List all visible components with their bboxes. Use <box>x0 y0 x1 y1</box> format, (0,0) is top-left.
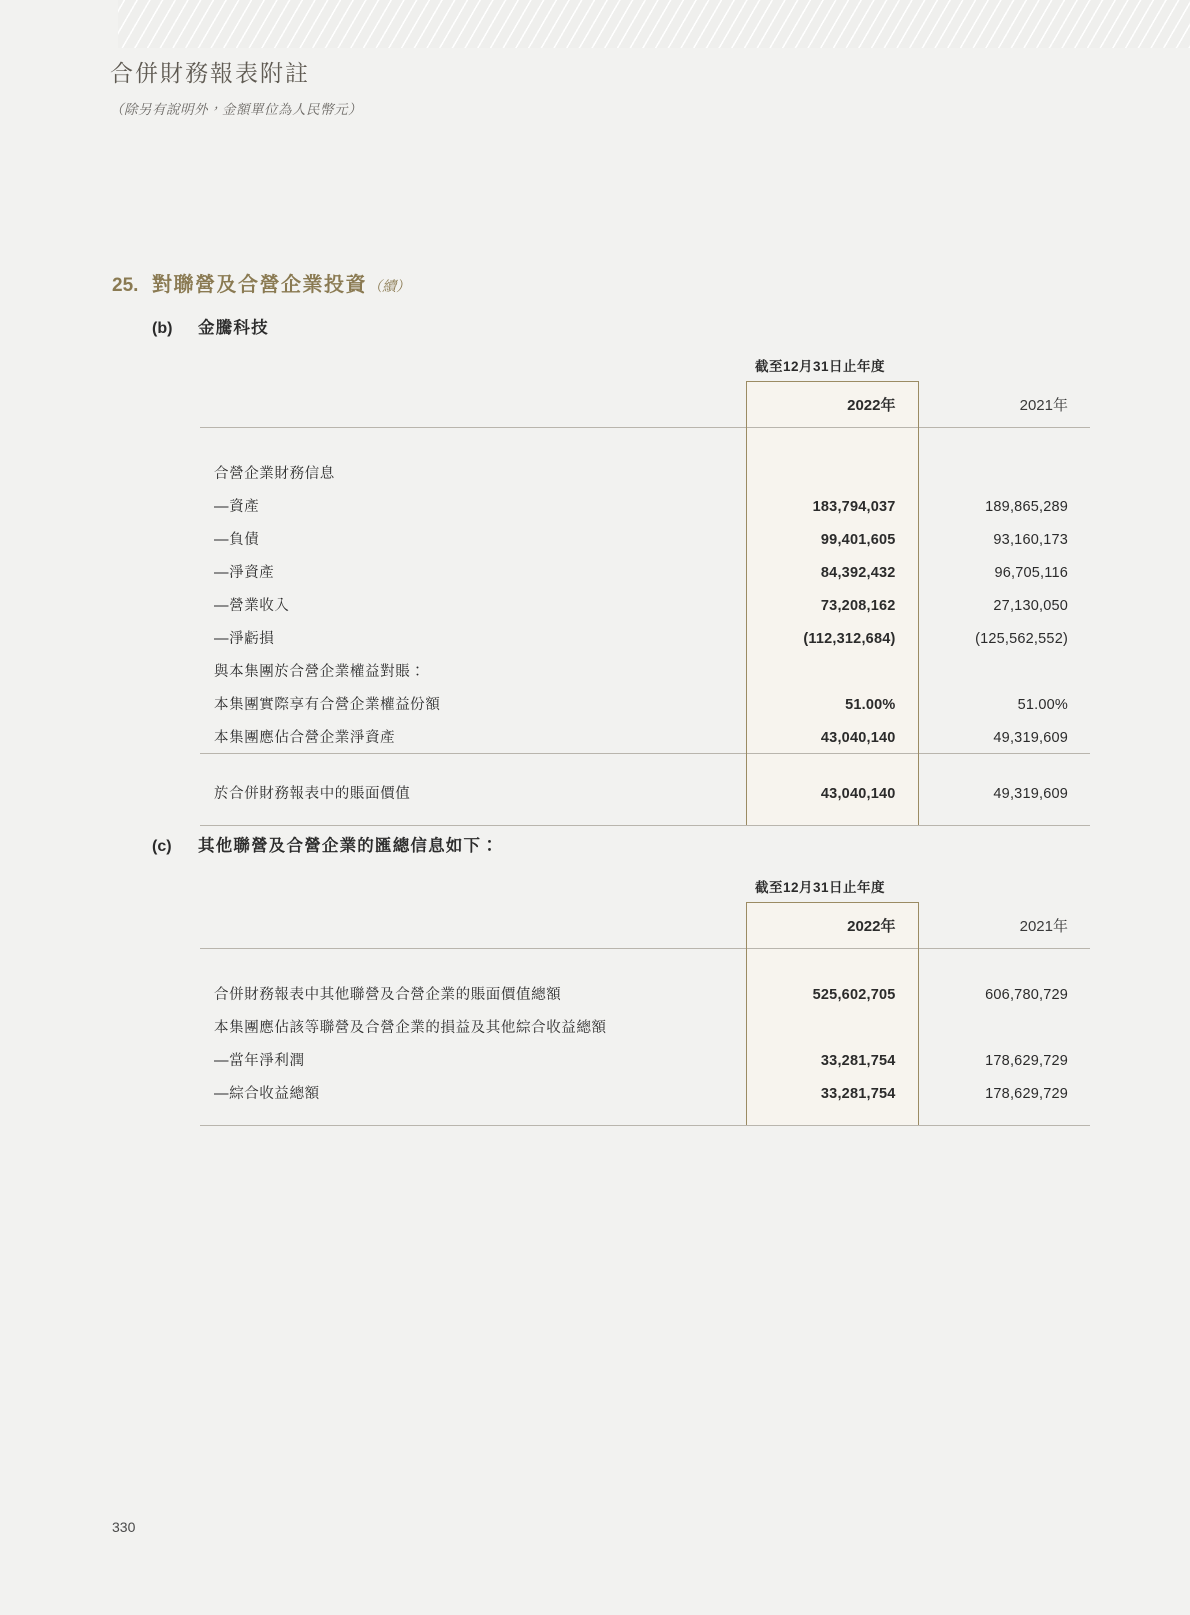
row-value-2022: 73,208,162 <box>746 588 918 621</box>
row-value-2022: 33,281,754 <box>746 1043 918 1076</box>
row-value-2022: 99,401,605 <box>746 522 918 555</box>
section-continued-marker: （續） <box>368 278 410 294</box>
row-value-2021: 51.00% <box>1017 697 1068 713</box>
page-number: 330 <box>112 1519 136 1535</box>
subsection-c-label: (c) <box>152 838 172 855</box>
row-value-2021: 96,705,116 <box>994 565 1068 581</box>
row-label: —當年淨利潤 <box>214 1053 305 1069</box>
row-label: —營業收入 <box>214 598 290 614</box>
row-value-2021: 178,629,729 <box>985 1086 1068 1102</box>
table2-header-row <box>200 903 1090 949</box>
table1-bottom-rule-row <box>200 809 1090 826</box>
table2-header-2022: 2022年 <box>746 903 918 949</box>
table-row <box>200 522 1090 555</box>
table1-period-label: 截至12月31日止年度 <box>754 359 886 374</box>
table-row <box>200 588 1090 621</box>
table2-period-label: 截至12月31日止年度 <box>754 880 886 895</box>
table2-header-rule-row <box>200 949 1090 978</box>
table-row <box>200 720 1090 754</box>
row-value-2022: 525,602,705 <box>746 977 918 1010</box>
row-value-2021: 27,130,050 <box>993 598 1068 614</box>
other-associates-summary-table-wrap <box>200 876 1090 1126</box>
table1-bottom-rule-2021 <box>918 809 1090 826</box>
table2-bottom-rule-2021 <box>918 1109 1090 1126</box>
table1-total-row <box>200 776 1090 809</box>
table1-subtotal-rule-2022 <box>746 754 918 777</box>
row-value-2022: 51.00% <box>746 687 918 720</box>
table-row <box>200 977 1090 1010</box>
row-value-2022: (112,312,684) <box>746 621 918 654</box>
table-row <box>200 654 1090 687</box>
table2-bottom-rule-row <box>200 1109 1090 1126</box>
joint-venture-financials-table-wrap <box>200 355 1090 826</box>
row-value-2021 <box>918 1010 1090 1043</box>
table1-subtotal-rule-row <box>200 754 1090 777</box>
table1-rule-2022 <box>746 428 918 457</box>
row-value-2022: 84,392,432 <box>746 555 918 588</box>
row-label: 本集團實際享有合營企業權益份額 <box>214 697 441 713</box>
row-value-2021: 49,319,609 <box>993 730 1068 746</box>
row-value-2022: 33,281,754 <box>746 1076 918 1109</box>
table-row <box>200 621 1090 654</box>
row-value-2021: 178,629,729 <box>985 1053 1068 1069</box>
row-label: 本集團應佔合營企業淨資產 <box>214 730 396 746</box>
row-label: 本集團應佔該等聯營及合營企業的損益及其他綜合收益總額 <box>214 1020 607 1036</box>
row-value-2022 <box>746 456 918 489</box>
table-row <box>200 687 1090 720</box>
table1-rule-2021 <box>918 428 1090 457</box>
table-row <box>200 489 1090 522</box>
table2-header-2021: 2021年 <box>1019 918 1068 935</box>
table1-bottom-rule-label <box>200 809 746 826</box>
joint-venture-financials-table <box>200 381 1090 826</box>
row-label: —負債 <box>214 532 260 548</box>
subsection-b-label: (b) <box>152 320 173 337</box>
section-number: 25. <box>112 275 139 296</box>
row-value-2022: 183,794,037 <box>746 489 918 522</box>
subsection-b-heading <box>152 314 269 338</box>
other-associates-summary-table <box>200 902 1090 1126</box>
table2-rule-label <box>200 949 746 978</box>
row-value-2021: 189,865,289 <box>985 499 1068 515</box>
table1-header-row <box>200 382 1090 428</box>
row-value-2021 <box>918 456 1090 489</box>
table-row <box>200 1010 1090 1043</box>
subsection-c-title: 其他聯營及合營企業的匯總信息如下： <box>198 837 499 855</box>
section-heading <box>112 268 410 297</box>
table2-rule-2021 <box>918 949 1090 978</box>
row-value-2022: 43,040,140 <box>746 720 918 754</box>
total-row-value-2021: 49,319,609 <box>993 786 1068 802</box>
row-value-2021: (125,562,552) <box>975 631 1068 647</box>
decorative-hatch-band <box>118 0 1190 48</box>
table1-header-rule-row <box>200 428 1090 457</box>
table-row <box>200 456 1090 489</box>
row-value-2021 <box>918 654 1090 687</box>
table1-header-2022: 2022年 <box>746 382 918 428</box>
table-row <box>200 1076 1090 1109</box>
page-subtitle: （除另有說明外，金額單位為人民幣元） <box>110 102 362 117</box>
document-header <box>110 55 362 118</box>
table1-rule-label <box>200 428 746 457</box>
section-title: 對聯營及合營企業投資 <box>152 274 367 296</box>
table2-rule-2022 <box>746 949 918 978</box>
row-label: —淨資產 <box>214 565 275 581</box>
total-row-label: 於合併財務報表中的賬面價值 <box>214 786 411 802</box>
table1-header-blank <box>200 382 746 428</box>
row-label: 與本集團於合營企業權益對賬： <box>214 664 426 680</box>
table2-header-blank <box>200 903 746 949</box>
table2-bottom-rule-2022 <box>746 1109 918 1126</box>
table-row <box>200 555 1090 588</box>
table1-subtotal-rule-2021 <box>918 754 1090 777</box>
row-label: —淨虧損 <box>214 631 275 647</box>
row-label: —綜合收益總額 <box>214 1086 320 1102</box>
total-row-value-2022: 43,040,140 <box>746 776 918 809</box>
subsection-b-title: 金騰科技 <box>198 319 269 337</box>
table1-subtotal-rule-label <box>200 754 746 777</box>
row-value-2022 <box>746 1010 918 1043</box>
page-title: 合併財務報表附註 <box>110 60 310 86</box>
row-value-2021: 93,160,173 <box>993 532 1068 548</box>
row-value-2022 <box>746 654 918 687</box>
table1-header-2021: 2021年 <box>1019 397 1068 414</box>
subsection-c-heading <box>152 832 499 856</box>
table1-bottom-rule-2022 <box>746 809 918 826</box>
row-label: 合併財務報表中其他聯營及合營企業的賬面價值總額 <box>214 987 562 1003</box>
row-label: 合營企業財務信息 <box>214 466 335 482</box>
row-value-2021: 606,780,729 <box>985 987 1068 1003</box>
table2-bottom-rule-label <box>200 1109 746 1126</box>
table-row <box>200 1043 1090 1076</box>
row-label: —資產 <box>214 499 260 515</box>
